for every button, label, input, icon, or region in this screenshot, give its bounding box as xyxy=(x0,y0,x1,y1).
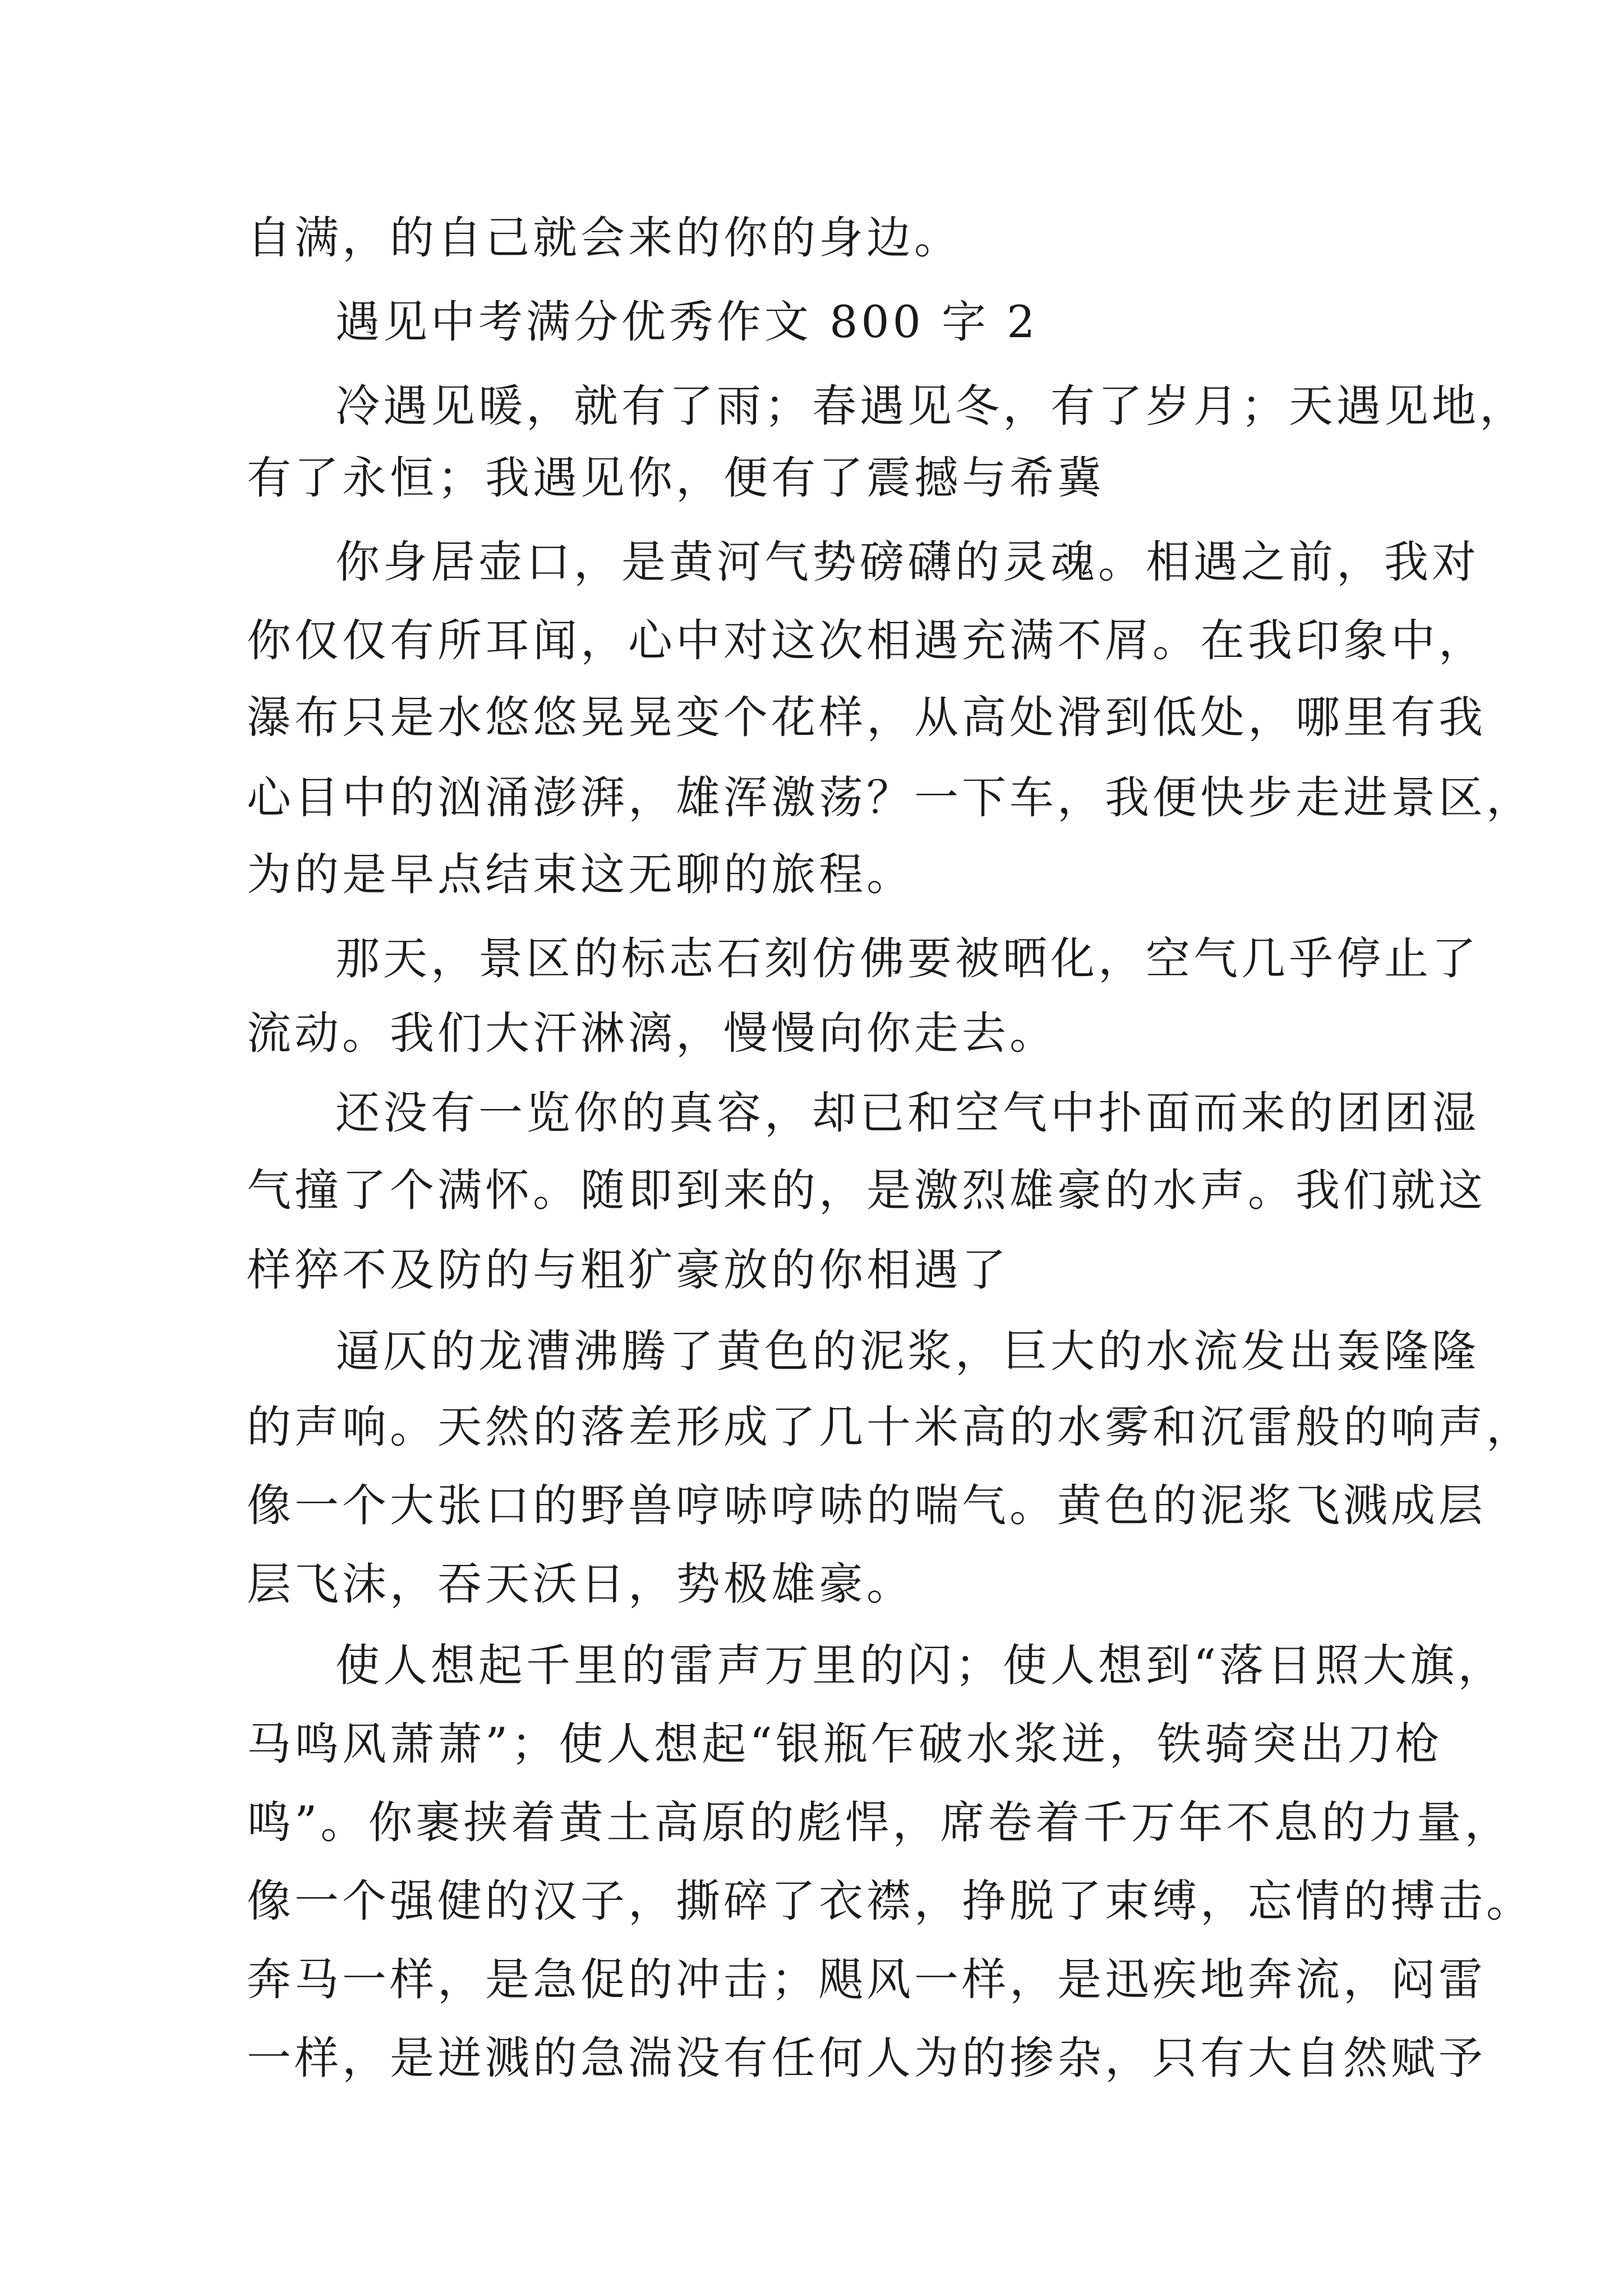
text-line: 有了永恒；我遇见你，便有了震撼与希冀 xyxy=(247,452,1105,504)
text-line: 层飞沫，吞天沃日，势极雄豪。 xyxy=(247,1558,914,1610)
text-line: 的声响。天然的落差形成了几十米高的水雾和沉雷般的响声， xyxy=(247,1401,1534,1453)
text-line: 一样，是迸溅的急湍没有任何人为的掺杂，只有大自然赋予 xyxy=(247,2032,1486,2084)
text-line: 逼仄的龙漕沸腾了黄色的泥浆，巨大的水流发出轰隆隆 xyxy=(335,1326,1479,1377)
text-line: 鸣”。你裹挟着黄土高原的彪悍，席卷着千万年不息的力量， xyxy=(247,1797,1513,1848)
text-line: 心目中的汹涌澎湃，雄浑激荡？一下车，我便快步走进景区， xyxy=(247,772,1534,823)
text-line: 瀑布只是水悠悠晃晃变个花样，从高处滑到低处，哪里有我 xyxy=(247,692,1486,743)
text-line: 像一个大张口的野兽哼哧哼哧的喘气。黄色的泥浆飞溅成层 xyxy=(247,1480,1486,1531)
text-line: 像一个强健的汉子，撕碎了衣襟，挣脱了束缚，忘情的搏击。 xyxy=(247,1875,1534,1927)
text-line: 流动。我们大汗淋漓，慢慢向你走去。 xyxy=(247,1007,1057,1059)
text-line: 样猝不及防的与粗犷豪放的你相遇了 xyxy=(247,1244,1009,1296)
essay-title: 遇见中考满分优秀作文 800 字 2 xyxy=(335,296,1039,348)
text-line: 自满，的自己就会来的你的身边。 xyxy=(247,212,962,264)
text-line: 还没有一览你的真容，却已和空气中扑面而来的团团湿 xyxy=(335,1087,1479,1139)
text-line: 奔马一样，是急促的冲击；飓风一样，是迅疾地奔流，闷雷 xyxy=(247,1954,1486,2005)
text-line: 使人想起千里的雷声万里的闪；使人想到“落日照大旗， xyxy=(335,1640,1506,1691)
text-line: 马鸣风萧萧”；使人想起“银瓶乍破水浆迸，铁骑突出刀枪 xyxy=(247,1718,1443,1770)
text-line: 为的是早点结束这无聊的旅程。 xyxy=(247,849,914,900)
text-line: 你身居壶口，是黄河气势磅礴的灵魂。相遇之前，我对 xyxy=(335,536,1479,588)
text-line: 那天，景区的标志石刻仿佛要被晒化，空气几乎停止了 xyxy=(335,933,1479,984)
text-line: 冷遇见暖，就有了雨；春遇见冬，有了岁月；天遇见地， xyxy=(335,380,1527,432)
text-line: 你仅仅有所耳闻，心中对这次相遇充满不屑。在我印象中， xyxy=(247,615,1486,666)
text-line: 气撞了个满怀。随即到来的，是激烈雄豪的水声。我们就这 xyxy=(247,1165,1486,1216)
